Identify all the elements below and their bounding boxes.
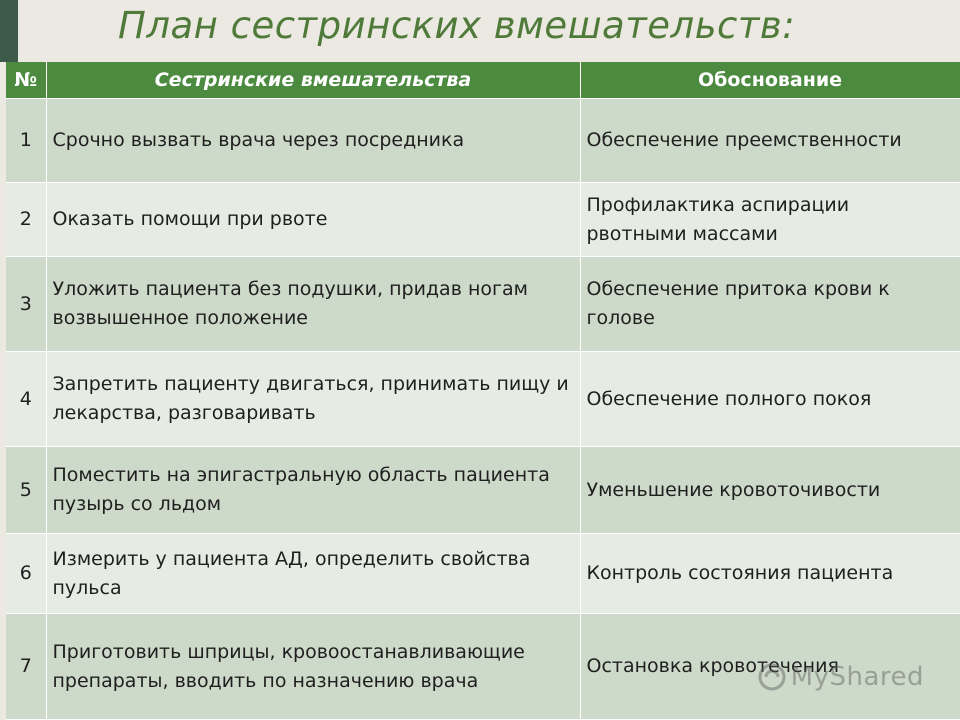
row-reason: Обеспечение притока крови к голове xyxy=(580,257,960,352)
row-action: Срочно вызвать врача через посредника xyxy=(46,99,580,183)
table-header-row xyxy=(6,62,960,99)
watermark-logo-icon xyxy=(757,662,787,692)
row-number: 7 xyxy=(6,614,46,720)
table-row xyxy=(6,183,960,257)
interventions-table xyxy=(6,62,960,720)
table-row xyxy=(6,534,960,614)
table-row xyxy=(6,99,960,183)
row-number: 1 xyxy=(6,99,46,183)
row-reason: Обеспечение полного покоя xyxy=(580,352,960,447)
row-number: 3 xyxy=(6,257,46,352)
row-number: 5 xyxy=(6,447,46,534)
left-accent-strip xyxy=(0,0,18,62)
table-row xyxy=(6,257,960,352)
row-reason: Обеспечение преемственности xyxy=(580,99,960,183)
header-interventions: Сестринские вмешательства xyxy=(46,62,580,99)
row-number: 2 xyxy=(6,183,46,257)
watermark-text: MyShared xyxy=(790,662,924,692)
page-title: План сестринских вмешательств: xyxy=(118,4,796,47)
row-action: Поместить на эпигастральную область пациента пузырь со льдом xyxy=(46,447,580,534)
row-reason: Остановка кровотечения xyxy=(580,614,960,720)
row-action: Приготовить шприцы, кровоостанавливающие препараты, вводить по назначению врача xyxy=(46,614,580,720)
row-reason: Профилактика аспирации рвотными массами xyxy=(580,183,960,257)
row-reason: Контроль состояния пациента xyxy=(580,534,960,614)
row-action: Оказать помощи при рвоте xyxy=(46,183,580,257)
row-action: Измерить у пациента АД, определить свойства пульса xyxy=(46,534,580,614)
table-row xyxy=(6,447,960,534)
row-action: Уложить пациента без подушки, придав ногам возвышенное положение xyxy=(46,257,580,352)
row-action: Запретить пациенту двигаться, принимать пищу и лекарства, разговаривать xyxy=(46,352,580,447)
row-reason: Уменьшение кровоточивости xyxy=(580,447,960,534)
row-number: 4 xyxy=(6,352,46,447)
row-number: 6 xyxy=(6,534,46,614)
header-number: № xyxy=(6,62,46,99)
watermark xyxy=(757,662,924,692)
table-row xyxy=(6,352,960,447)
header-rationale: Обоснование xyxy=(580,62,960,99)
